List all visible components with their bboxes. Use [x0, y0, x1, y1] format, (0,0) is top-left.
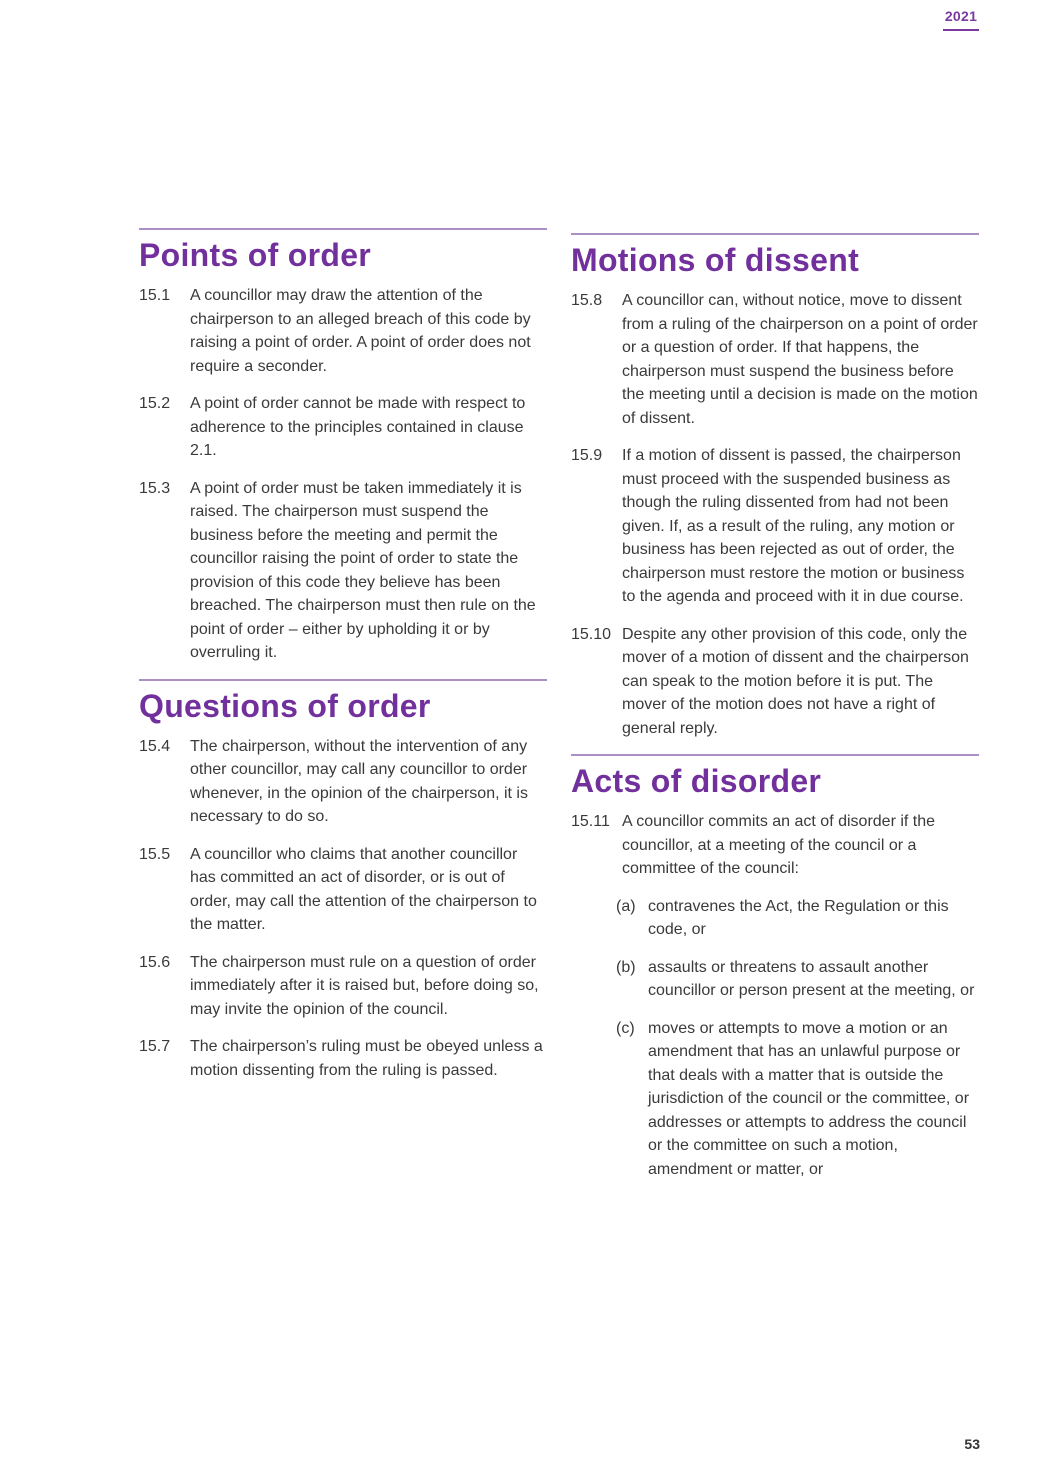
sub-item-text: moves or attempts to move a motion or an amendment that has an unlawful purpose or that deals with a matter that is outside the jurisdiction of the council or the committee, or addresses or attempts to address the council or the committee on such a motion, amendment or matter, or	[648, 1019, 970, 1178]
clause-15-4	[139, 735, 547, 829]
clause-15-8	[571, 289, 979, 430]
clause-number: 15.9	[571, 447, 603, 464]
left-column	[139, 228, 547, 1096]
clause-text: A councillor commits an act of disorder if the councillor, at a meeting of the council or a committee of the council:	[622, 813, 936, 877]
section-divider	[139, 679, 547, 681]
clause-15-1	[139, 284, 547, 378]
points-of-order-section	[139, 228, 547, 665]
motions-of-dissent-section	[571, 233, 979, 740]
clause-number: 15.7	[139, 1038, 171, 1055]
clause-number: 15.2	[139, 395, 171, 412]
clause-text: A councillor can, without notice, move to dissent from a ruling of the chairperson on a point of order or a question of order. If that happens, the chairperson must suspend the business before the meeting until a decision is made on the motion of dissent.	[622, 292, 978, 427]
sub-item-letter: (a)	[616, 897, 636, 915]
clause-number: 15.6	[139, 953, 171, 971]
sub-item-c	[616, 1017, 979, 1182]
acts-of-disorder-section	[571, 754, 979, 1181]
sub-item-letter: (b)	[616, 958, 636, 976]
section-heading: Acts of disorder	[571, 763, 822, 799]
section-heading: Points of order	[139, 237, 372, 273]
clause-15-7	[139, 1035, 547, 1082]
clause-number: 15.4	[139, 737, 171, 755]
clause-text: The chairperson’s ruling must be obeyed unless a motion dissenting from the ruling is passed.	[190, 1038, 543, 1079]
clause-number: 15.8	[571, 292, 603, 309]
sub-item-a	[616, 895, 979, 942]
clause-text: The chairperson, without the intervention of any other councillor, may call any councillor to order whenever, in the opinion of the chairperson, it is necessary to do so.	[190, 737, 528, 825]
section-divider	[139, 228, 547, 230]
clause-15-10	[571, 623, 979, 741]
clause-number: 15.11	[571, 813, 610, 830]
clause-text: A councillor who claims that another councillor has committed an act of disorder, or is out of order, may call the attention of the chairperson to the matter.	[190, 845, 537, 933]
clause-15-5	[139, 843, 547, 937]
year-label: 2021	[943, 8, 979, 31]
clause-text: A point of order must be taken immediately it is raised. The chairperson must suspend the business before the meeting and permit the councillor raising the point of order to state the provision of this code they believe has been breached. The chairperson must then rule on the point of order – either by upholding it or by overruling it.	[190, 479, 536, 661]
clause-number: 15.1	[139, 287, 171, 304]
clause-text: The chairperson must rule on a question of order immediately after it is raised but, before doing so, may invite the opinion of the council.	[190, 953, 539, 1018]
section-divider	[571, 754, 979, 756]
page-number: 53	[964, 1436, 980, 1452]
questions-of-order-section	[139, 679, 547, 1083]
section-divider	[571, 233, 979, 235]
clause-number: 15.3	[139, 479, 171, 497]
section-heading: Motions of dissent	[571, 242, 860, 278]
sub-item-text: contravenes the Act, the Regulation or this code, or	[648, 897, 949, 938]
clause-15-11	[571, 810, 979, 881]
sub-item-b	[616, 956, 979, 1003]
clause-15-2	[139, 392, 547, 463]
sub-item-text: assaults or threatens to assault another councillor or person present at the meeting, or	[648, 958, 975, 999]
clause-text: A point of order cannot be made with respect to adherence to the principles contained in clause 2.1.	[190, 395, 526, 459]
clause-15-9	[571, 444, 979, 609]
clause-text: If a motion of dissent is passed, the chairperson must proceed with the suspended business as though the ruling dissented from had not been given. If, as a result of the ruling, any motion or business has been rejected as out of order, the chairperson must restore the motion or business to the agenda and proceed with it in due course.	[622, 447, 965, 605]
clause-text: Despite any other provision of this code, only the mover of a motion of dissent and the chairperson can speak to the motion before it is put. The mover of the motion does not have a right of general reply.	[622, 625, 969, 737]
clause-15-6	[139, 951, 547, 1022]
clause-number: 15.10	[571, 625, 612, 643]
sub-item-letter: (c)	[616, 1019, 635, 1037]
right-column	[571, 233, 979, 1195]
clause-text: A councillor may draw the attention of the chairperson to an alleged breach of this code by raising a point of order. A point of order does not require a seconder.	[190, 287, 531, 375]
clause-number: 15.5	[139, 845, 171, 863]
clause-15-3	[139, 477, 547, 665]
section-heading: Questions of order	[139, 687, 431, 724]
